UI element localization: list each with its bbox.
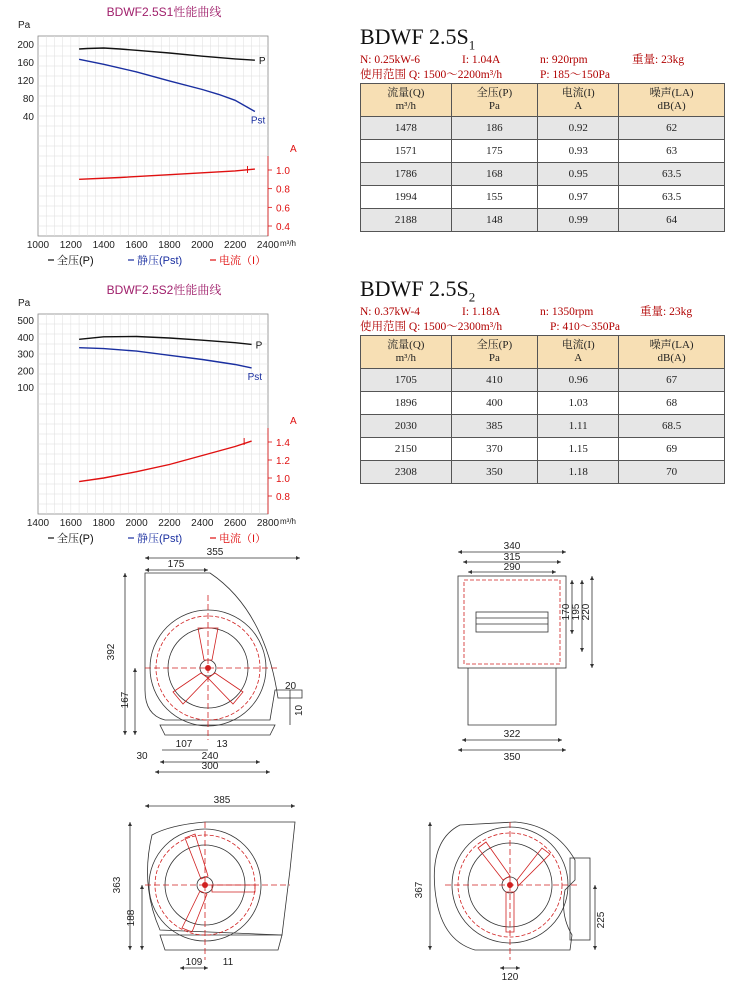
legend-entry: 电流（I）: [219, 255, 267, 267]
current-spec: I: 1.18A: [462, 306, 501, 319]
dimension-drawings: [90, 540, 620, 989]
table-cell: 148: [451, 209, 538, 232]
table-cell: 2030: [361, 415, 452, 438]
legend-entry: 静压(Pst): [137, 255, 183, 267]
y-axis-label-right: A: [290, 144, 297, 155]
dim-20: 20: [285, 681, 297, 692]
table-cell: 0.92: [538, 117, 619, 140]
performance-table-1: [360, 83, 725, 232]
weight-spec: 重量: 23kg: [640, 306, 693, 319]
table-header-line: 电流(I): [561, 87, 595, 100]
table-cell: 186: [451, 117, 538, 140]
model-specs: [360, 53, 725, 83]
range-q-spec: 使用范围 Q: 1500～2200m³/h: [360, 69, 503, 82]
table-cell: 0.97: [538, 186, 619, 209]
x-tick-label: 1000: [26, 240, 50, 251]
table-cell: 2308: [361, 461, 452, 484]
table-cell: 385: [451, 415, 538, 438]
dim-385: 385: [213, 795, 231, 806]
y-axis-label-left: Pa: [18, 298, 31, 309]
table-cell: 400: [451, 392, 538, 415]
table-cell: 1.03: [538, 392, 619, 415]
table-cell: 0.96: [538, 369, 619, 392]
y-tick-label-right: 1.2: [276, 456, 290, 467]
table-cell: 1705: [361, 369, 452, 392]
dim-240: 240: [201, 751, 219, 762]
model-block-1: [360, 24, 725, 232]
table-header: [619, 336, 725, 369]
dim-170: 170: [561, 603, 572, 621]
x-tick-label: 1400: [92, 240, 115, 251]
speed-spec: n: 1350rpm: [540, 306, 594, 319]
x-tick-label: 2600: [224, 518, 247, 529]
speed-spec: n: 920rpm: [540, 54, 588, 67]
x-tick-label: 1800: [92, 518, 115, 529]
table-cell: 1478: [361, 117, 452, 140]
performance-table-2: [360, 335, 725, 484]
table-cell: 2188: [361, 209, 452, 232]
power-spec: N: 0.25kW-6: [360, 54, 421, 67]
table-row: [361, 438, 725, 461]
table-cell: 1.15: [538, 438, 619, 461]
dim-225: 225: [596, 911, 607, 929]
table-cell: 1896: [361, 392, 452, 415]
table-header-line: 流量(Q): [387, 339, 425, 352]
model-title: BDWF $2.5S_2$: [360, 276, 476, 305]
model-block-2: [360, 276, 725, 484]
table-cell: 1571: [361, 140, 452, 163]
dim-220: 220: [581, 603, 592, 621]
chart-title: BDWF2.5S1性能曲线: [106, 5, 222, 19]
x-tick-label: 1200: [59, 240, 82, 251]
dim-290: 290: [503, 562, 521, 573]
y-tick-label-left: 400: [17, 332, 34, 344]
dim-315: 315: [503, 552, 521, 563]
dim-340: 340: [503, 541, 521, 552]
table-row: [361, 117, 725, 140]
table-cell: 69: [619, 438, 725, 461]
table-cell: 410: [451, 369, 538, 392]
y-tick-label-left: 200: [17, 366, 34, 378]
x-tick-label: 1800: [158, 240, 181, 251]
x-tick-label: 1600: [59, 518, 82, 529]
table-row: [361, 461, 725, 484]
table-row: [361, 163, 725, 186]
series-label: P: [255, 340, 263, 352]
dim-10: 10: [294, 704, 305, 716]
y-tick-label-right: 0.8: [276, 492, 290, 503]
dim-367: 367: [414, 881, 425, 899]
chart-title: BDWF2.5S2性能曲线: [106, 283, 222, 297]
series-label: P: [258, 56, 266, 68]
weight-spec: 重量: 23kg: [632, 54, 685, 67]
legend-entry: 全压(P): [57, 255, 94, 267]
range-p-spec: P: 410～350Pa: [550, 321, 620, 334]
dim-120: 120: [501, 972, 519, 983]
x-tick-label: 2000: [125, 518, 148, 529]
y-tick-label-left: 100: [17, 383, 34, 395]
y-axis-label-right: A: [290, 416, 297, 427]
legend-entry: 全压(P): [57, 533, 94, 545]
table-row: [361, 209, 725, 232]
current-spec: I: 1.04A: [462, 54, 501, 67]
table-cell: 68.5: [619, 415, 725, 438]
range-q-spec: 使用范围 Q: 1500～2300m³/h: [360, 321, 503, 334]
y-tick-label-right: 0.6: [276, 203, 290, 215]
table-header-line: A: [574, 352, 583, 365]
table-cell: 0.95: [538, 163, 619, 186]
x-tick-label: 1400: [26, 518, 50, 529]
power-spec: N: 0.37kW-4: [360, 306, 421, 319]
table-header-line: Pa: [488, 100, 500, 113]
table-header-line: 噪声(LA): [649, 339, 694, 352]
table-cell: 63.5: [619, 186, 725, 209]
table-cell: 168: [451, 163, 538, 186]
legend-entry: 静压(Pst): [137, 533, 183, 545]
y-tick-label-left: 300: [17, 349, 34, 361]
y-tick-label-left: 500: [17, 316, 34, 327]
x-tick-label: 2400: [256, 240, 280, 251]
table-cell: 1.11: [538, 415, 619, 438]
table-header-line: A: [574, 100, 583, 113]
y-tick-label-right: 0.8: [276, 184, 290, 196]
y-tick-label-right: 1.0: [276, 166, 290, 177]
table-cell: 370: [451, 438, 538, 461]
dim-175: 175: [167, 559, 185, 570]
x-tick-label: 2800: [256, 518, 280, 529]
model-title: BDWF $2.5S_1$: [360, 24, 476, 53]
dim-167: 167: [120, 691, 131, 709]
table-cell: 1994: [361, 186, 452, 209]
dim-13: 13: [216, 739, 228, 750]
x-tick-label: 2200: [224, 240, 247, 251]
performance-chart-2: [0, 278, 330, 548]
table-header: [538, 84, 619, 117]
table-header-line: m³/h: [395, 100, 417, 113]
dim-30: 30: [136, 751, 148, 762]
table-cell: 63: [619, 140, 725, 163]
x-axis-unit: m³/h: [280, 517, 296, 526]
table-cell: 155: [451, 186, 538, 209]
table-row: [361, 392, 725, 415]
y-tick-label-right: 0.4: [276, 222, 290, 233]
table-header: [361, 84, 452, 117]
front-view-1: [125, 558, 302, 772]
range-p-spec: P: 185～150Pa: [540, 69, 610, 82]
table-header-line: 全压(P): [476, 339, 513, 352]
y-tick-label-left: 160: [17, 58, 34, 69]
table-row: [361, 186, 725, 209]
table-header: [361, 336, 452, 369]
y-tick-label-left: 120: [17, 76, 34, 87]
table-header-line: dB(A): [657, 352, 686, 365]
side-view: [458, 552, 592, 750]
table-cell: 1786: [361, 163, 452, 186]
table-header-line: 噪声(LA): [649, 87, 694, 100]
x-tick-label: 2200: [158, 518, 181, 529]
table-header-line: 流量(Q): [387, 87, 425, 100]
table-header-line: dB(A): [657, 100, 686, 113]
dim-107: 107: [175, 739, 193, 750]
table-cell: 62: [619, 117, 725, 140]
series-label: Pst: [247, 371, 263, 383]
table-cell: 63.5: [619, 163, 725, 186]
performance-chart-1: [0, 0, 330, 270]
series-label: I: [246, 165, 249, 177]
table-cell: 68: [619, 392, 725, 415]
dim-363: 363: [112, 876, 123, 894]
dim-355: 355: [206, 547, 224, 558]
y-tick-label-right: 1.0: [276, 474, 290, 485]
dim-188: 188: [126, 909, 137, 927]
table-header-line: Pa: [488, 352, 500, 365]
front-view-2: [130, 806, 295, 968]
table-cell: 2150: [361, 438, 452, 461]
x-tick-label: 2400: [191, 518, 214, 529]
x-tick-label: 1600: [125, 240, 148, 251]
dim-109: 109: [185, 957, 203, 968]
table-header: [538, 336, 619, 369]
table-cell: 0.93: [538, 140, 619, 163]
table-cell: 64: [619, 209, 725, 232]
table-header: [451, 336, 538, 369]
x-axis-unit: m³/h: [280, 239, 296, 248]
dim-392: 392: [106, 643, 117, 661]
y-axis-label-left: Pa: [18, 20, 31, 31]
front-view-3: [430, 822, 595, 968]
table-cell: 67: [619, 369, 725, 392]
table-header-line: m³/h: [395, 352, 417, 365]
series-label: I: [242, 437, 246, 449]
y-tick-label-left: 200: [17, 40, 34, 51]
y-tick-label-left: 40: [22, 112, 34, 123]
table-row: [361, 415, 725, 438]
y-tick-label-right: 1.4: [276, 438, 290, 449]
table-header-line: 电流(I): [561, 339, 595, 352]
dim-11: 11: [222, 957, 234, 968]
dim-322: 322: [503, 729, 521, 740]
x-tick-label: 2000: [191, 240, 214, 251]
table-cell: 1.18: [538, 461, 619, 484]
legend-entry: 电流（I）: [219, 533, 267, 545]
table-cell: 0.99: [538, 209, 619, 232]
dim-195: 195: [571, 603, 582, 621]
table-cell: 350: [451, 461, 538, 484]
dim-300: 300: [201, 761, 219, 772]
table-cell: 70: [619, 461, 725, 484]
series-label: Pst: [250, 115, 266, 127]
dim-350: 350: [503, 752, 521, 763]
model-specs: [360, 305, 725, 335]
table-header: [619, 84, 725, 117]
table-row: [361, 369, 725, 392]
table-header-line: 全压(P): [476, 87, 513, 100]
table-cell: 175: [451, 140, 538, 163]
table-row: [361, 140, 725, 163]
y-tick-label-left: 80: [22, 94, 34, 105]
table-header: [451, 84, 538, 117]
